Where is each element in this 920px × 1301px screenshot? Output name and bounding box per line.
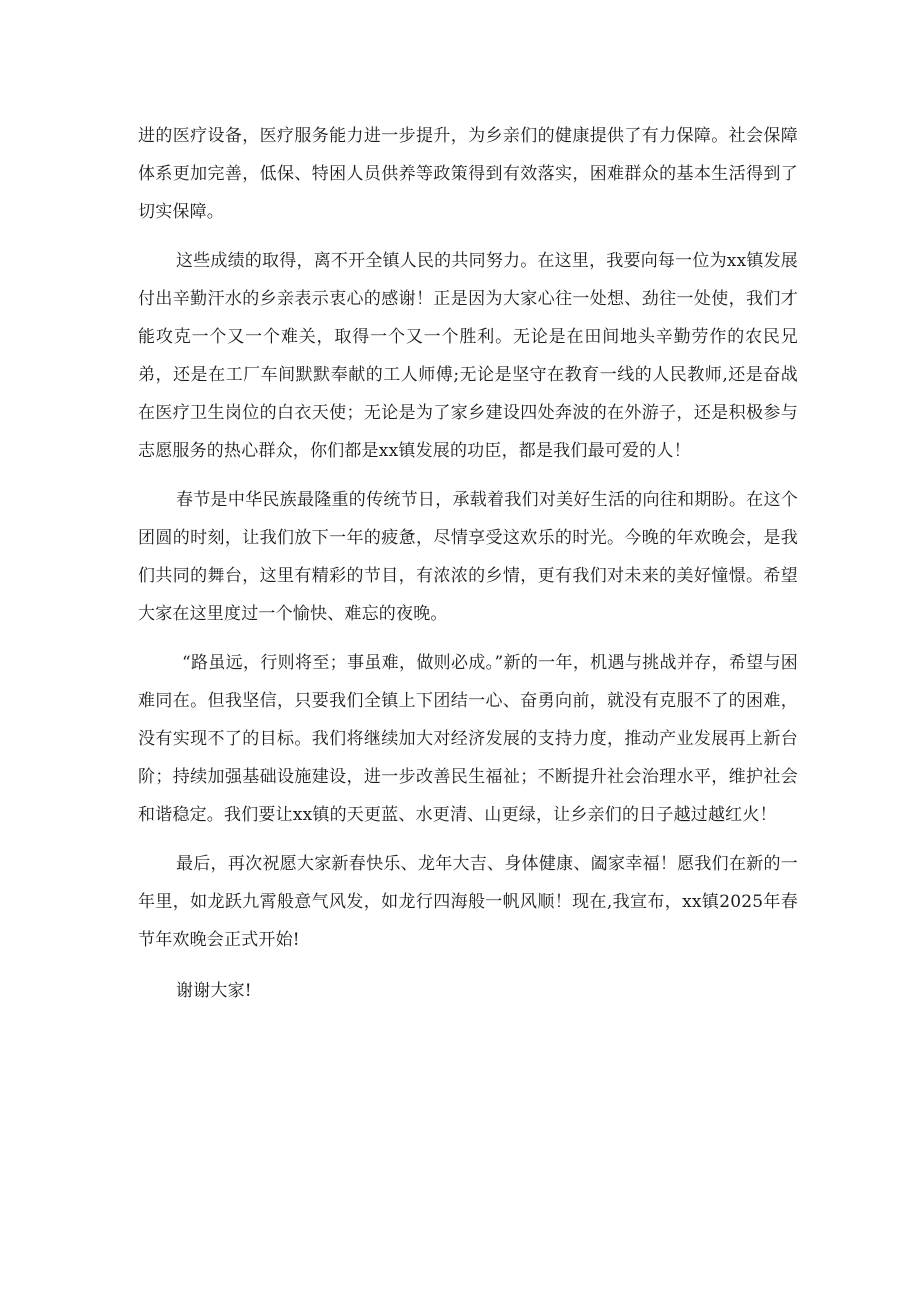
paragraph-thanks-to-people: 这些成绩的取得，离不开全镇人民的共同努力。在这里，我要向每一位为xx镇发展付出辛勤汗水的乡亲表示衷心的感谢！正是因为大家心往一处想、劲往一处使，我们才能攻克一个又一个难关，取得一个又一个胜利。无论是在田间地头辛勤劳作的农民兄弟，还是在工厂车间默默奉献的工人师傅;无论是坚守在教育一线的人民教师,还是奋战在医疗卫生岗位的白衣天使；无论是为了家乡建设四处奔波的在外游子，还是积极参与志愿服务的热心群众，你们都是xx镇发展的功臣，都是我们最可爱的人！: [138, 251, 798, 461]
document-page: [138, 117, 798, 1021]
paragraph-new-year-outlook: “路虽远，行则将至；事虽难，做则必成。”新的一年，机遇与挑战并存，希望与困难同在。但我坚信，只要我们全镇上下团结一心、奋勇向前，就没有克服不了的困难，没有实现不了的目标。我们将继续加大对经济发展的支持力度，推动产业发展再上新台阶；持续加强基础设施建设，进一步改善民生福祉；不断提升社会治理水平，维护社会和谐稳定。我们要让xx镇的天更蓝、水更清、山更绿，让乡亲们的日子越过越红火！: [138, 653, 798, 825]
paragraph-spring-festival: 春节是中华民族最隆重的传统节日，承载着我们对美好生活的向往和期盼。在这个团圆的时刻，让我们放下一年的疲惫，尽情享受这欢乐的时光。今晚的年欢晚会，是我们共同的舞台，这里有精彩的节目，有浓浓的乡情，更有我们对未来的美好憧憬。希望大家在这里度过一个愉快、难忘的夜晚。: [138, 490, 798, 624]
paragraph-closing-wishes: 最后，再次祝愿大家新春快乐、龙年大吉、身体健康、阖家幸福！愿我们在新的一年里，如龙跃九霄般意气风发，如龙行四海般一帆风顺！现在,我宣布，xx镇2025年春节年欢晚会正式开始!: [138, 854, 798, 950]
paragraph-medical-social-security: 进的医疗设备，医疗服务能力进一步提升，为乡亲们的健康提供了有力保障。社会保障体系更加完善，低保、特困人员供养等政策得到有效落实，困难群众的基本生活得到了切实保障。: [138, 126, 798, 222]
closing-thanks: 谢谢大家!: [176, 981, 252, 1001]
